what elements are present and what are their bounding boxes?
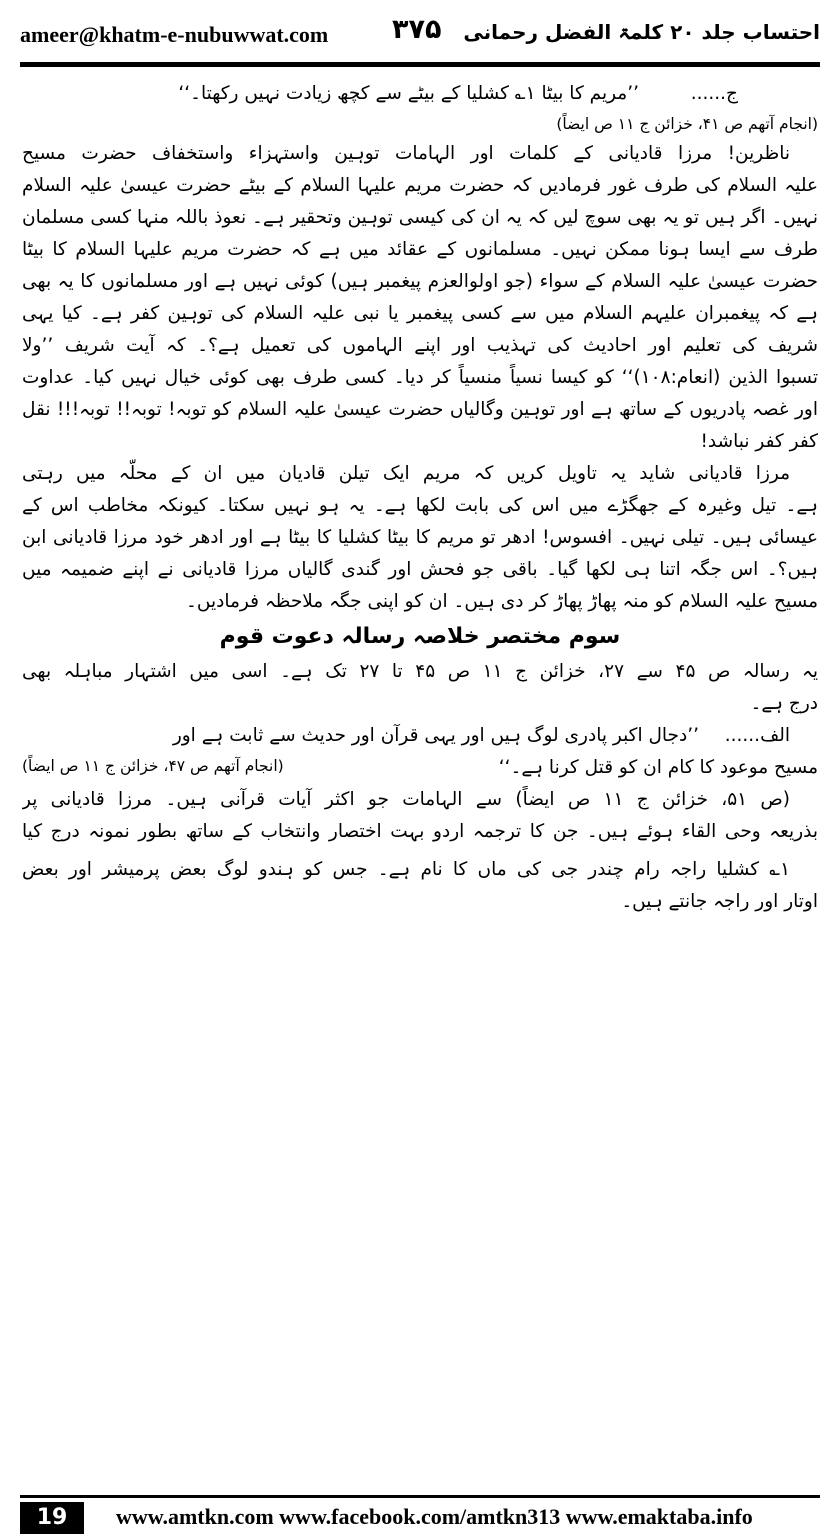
alif-label: الف...... bbox=[724, 725, 790, 746]
para4-line: (ص ۵۱، خزائن ج ۱۱ ص ایضاً) سے الہامات جو اکثر آیات قرآنی ہیں۔ مرزا قادیانی پر bbox=[22, 789, 790, 810]
para3-line: درج ہے۔ bbox=[750, 693, 818, 714]
para1-line: ہے کہ پیغمبران علیہم السلام میں سے کسی پیغمبر یا نبی علیہ السلام کی توہین کفر ہے۔ کیا یہی bbox=[22, 303, 818, 324]
reference-1: (انجام آتھم ص ۴۱، خزائن ج ۱۱ ص ایضاً) bbox=[556, 115, 818, 133]
header-email[interactable]: ameer@khatm-e-nubuwwat.com bbox=[20, 22, 329, 47]
question-label: ج...... bbox=[690, 83, 738, 104]
para2-line: ہیں؟۔ اس جگہ اتنا ہی لکھا گیا۔ باقی جو فحش اور گندی گالیاں مرزا قادیانی نے اپنے ضمیمہ میں bbox=[22, 559, 818, 580]
reference-2: (انجام آتھم ص ۴۷، خزائن ج ۱۱ ص ایضاً) bbox=[22, 757, 284, 775]
para1-line: حضرت عیسیٰ علیہ السلام کے سواء (جو اولوالعزم پیغمبر ہیں) کوئی نہیں ہے اور مسلمانوں کا یہ بھی bbox=[22, 271, 818, 292]
para2-line: عیسائی ہیں۔ تیلی نہیں۔ افسوس! ادھر تو مریم کا بیٹا کشلیا کا بیٹا ہے اور ادھر خود مرزا قادیانی ابن bbox=[22, 527, 818, 548]
para1-line: نہیں۔ اگر ہیں تو یہ بھی سوچ لیں کہ یہ ان کی کیسی توہین وتحقیر ہے۔ نعوذ باللہ منہا کسی مسلمان bbox=[22, 207, 818, 228]
para1-line: تسبوا الذین (انعام:۱۰۸)‘‘ کو کیسا نسیاً منسیاً کر دیا۔ کسی طرف بھی کوئی خیال نہیں کیا۔ عداوت bbox=[22, 367, 818, 388]
para3-line: یہ رسالہ ص ۴۵ سے ۲۷، خزائن ج ۱۱ ص ۴۵ تا ۲۷ تک ہے۔ اسی میں اشتہار مباہلہ بھی bbox=[22, 661, 818, 682]
alif-text-2: مسیح موعود کا کام ان کو قتل کرنا ہے۔‘‘ bbox=[498, 757, 818, 778]
alif-line bbox=[22, 720, 818, 752]
para1-line: کفر کفر نباشد! bbox=[700, 431, 818, 452]
book-title: احتساب جلد ۲۰ کلمۃ الفضل رحمانی bbox=[463, 20, 820, 44]
alif-text: ’’دجال اکبر پادری لوگ ہیں اور یہی قرآن اور حدیث سے ثابت ہے اور bbox=[172, 725, 699, 746]
page-footer bbox=[20, 1502, 820, 1534]
footer-links[interactable]: www.amtkn.com www.facebook.com/amtkn313 www.emaktaba.info bbox=[116, 1504, 753, 1529]
question-text: ’’مریم کا بیٹا ۱؎ کشلیا کے بیٹے سے کچھ زیادت نہیں رکھتا۔‘‘ bbox=[178, 83, 639, 104]
para2-line: مرزا قادیانی شاید یہ تاویل کریں کہ مریم ایک تیلن قادیان میں ان کے محلّہ میں رہتی bbox=[22, 463, 790, 484]
page-body bbox=[22, 78, 818, 918]
para4-line: بذریعہ وحی القاء ہوئے ہیں۔ جن کا ترجمہ اردو بہت اختصار وانتخاب کے ساتھ بطور نمونہ درج کیا bbox=[22, 821, 818, 842]
para1-line: طرف سے ایسا ہونا ممکن نہیں۔ مسلمانوں کے عقائد میں ہے کہ حضرت مریم علیہا السلام کا بیٹا bbox=[22, 239, 818, 260]
para1-line: علیہ السلام کی طرف غور فرمادیں کہ حضرت مریم علیہا السلام کے بیٹے حضرت عیسیٰ علیہ السلام bbox=[22, 175, 818, 196]
para1-line: ناظرین! مرزا قادیانی کے کلمات اور الہامات توہین واستہزاء واستخفاف حضرت مسیح bbox=[22, 143, 790, 164]
para2-line: مسیح علیہ السلام کو منہ پھاڑ پھاڑ کر دی ہیں۔ ان کو اپنی جگہ ملاحظہ فرمادیں۔ bbox=[186, 591, 818, 612]
footer-page-number: 19 bbox=[20, 1502, 84, 1534]
para1-line: شریف کی تعلیم اور احادیث کی تہذیب اور اپنے الہاموں کی تعمیل ہے؟۔ کہ آیت شریف ’’ولا bbox=[22, 335, 818, 356]
footer-rule bbox=[20, 1495, 820, 1498]
page-number: ۳۷۵ bbox=[392, 14, 442, 45]
para1-line: اور غصہ پادریوں کے ساتھ ہے اور توہین وگالیاں حضرت عیسیٰ علیہ السلام کو توبہ! توبہ!! توبہ!!! نقل bbox=[22, 399, 818, 420]
alif-line-2 bbox=[22, 752, 818, 784]
question-line bbox=[22, 78, 818, 110]
footnote-line: اوتار اور راجہ جانتے ہیں۔ bbox=[621, 891, 818, 912]
page-header bbox=[20, 14, 820, 58]
section-heading: سوم مختصر خلاصہ رسالہ دعوت قوم bbox=[219, 624, 621, 649]
header-rule bbox=[20, 62, 820, 67]
footnote-line: ۱؎ کشلیا راجہ رام چندر جی کی ماں کا نام ہے۔ جس کو ہندو لوگ بعض پرمیشر اور بعض bbox=[22, 859, 790, 880]
para2-line: ہے۔ تیل وغیرہ کے جھگڑے میں اس کی بابت لکھا ہے۔ یہ ہو نہیں سکتا۔ کیونکہ مخاطب اس کے bbox=[22, 495, 818, 516]
